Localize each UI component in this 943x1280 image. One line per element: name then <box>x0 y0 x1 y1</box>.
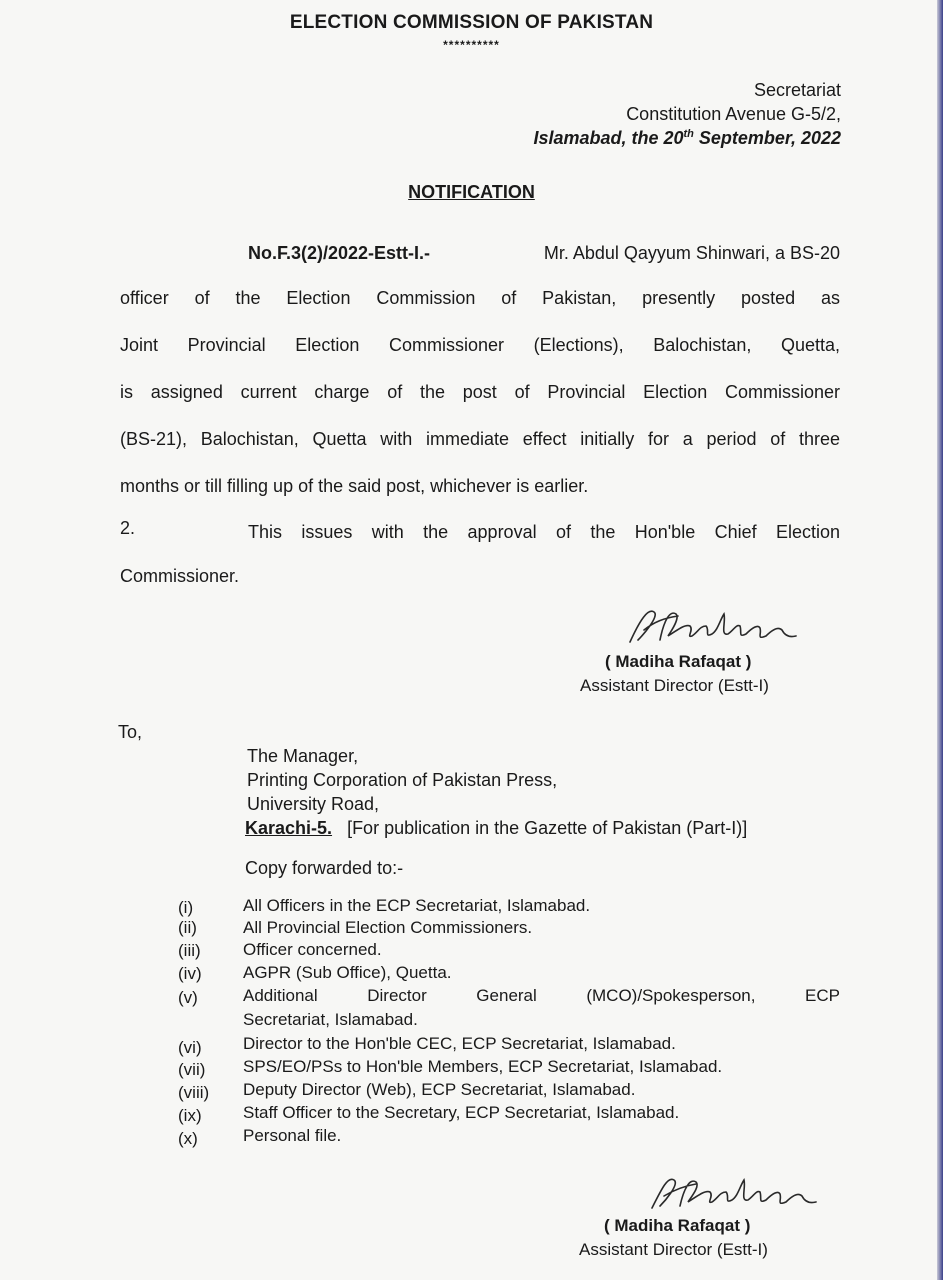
copy-item-num: (viii) <box>178 1083 210 1102</box>
recipient-line-3: University Road, <box>247 794 380 814</box>
header-stars: ********** <box>443 38 500 52</box>
reference-number: No.F.3(2)/2022-Estt-I.- <box>248 243 431 263</box>
recipient-line-4 <box>245 818 747 839</box>
recipient-line-1: The Manager, <box>247 746 359 766</box>
copy-heading: Copy forwarded to:- <box>245 858 404 878</box>
signatory-2-name: ( Madiha Rafaqat ) <box>604 1216 751 1235</box>
paragraph-2-line-2: Commissioner. <box>120 566 240 586</box>
address-line-1: Secretariat <box>753 80 841 100</box>
signatory-1-designation: Assistant Director (Estt-I) <box>580 676 769 695</box>
notification-line-3: Joint Provincial Election Commissioner (Elections), Balochistan, Quetta, <box>120 335 840 355</box>
notification-line-1: No.F.3(2)/2022-Estt-I.- Mr. Abdul Qayyum Shinwari, a BS-20 <box>248 243 840 263</box>
notification-line-5: (BS-21), Balochistan, Quetta with immediate effect initially for a period of three <box>120 429 840 449</box>
paragraph-2-line-1: This issues with the approval of the Hon'ble Chief Election <box>248 522 840 542</box>
copy-item-text: All Officers in the ECP Secretariat, Islamabad. <box>243 896 591 915</box>
publication-note: [For publication in the Gazette of Pakistan (Part-I)] <box>347 818 748 838</box>
notification-line-2: officer of the Election Commission of Pakistan, presently posted as <box>120 288 840 308</box>
signature-2-image <box>640 1168 830 1214</box>
copy-item-text: Staff Officer to the Secretary, ECP Secretariat, Islamabad. <box>243 1103 680 1122</box>
recipient-line-2: Printing Corporation of Pakistan Press, <box>247 770 558 790</box>
copy-item-text: Personal file. <box>243 1126 342 1145</box>
recipient-city: Karachi-5. <box>245 818 333 838</box>
copy-item-num: (vii) <box>178 1060 206 1079</box>
notification-heading: NOTIFICATION <box>408 182 535 202</box>
org-title: ELECTION COMMISSION OF PAKISTAN <box>289 12 654 33</box>
copy-item-num: (vi) <box>178 1038 202 1057</box>
copy-item-num: (ix) <box>178 1106 202 1125</box>
copy-item-num: (iv) <box>178 964 202 983</box>
signatory-1-name: ( Madiha Rafaqat ) <box>605 652 752 671</box>
copy-item-text: SPS/EO/PSs to Hon'ble Members, ECP Secretariat, Islamabad. <box>243 1057 723 1076</box>
copy-item-num: (ii) <box>178 918 197 937</box>
copy-item-text: AGPR (Sub Office), Quetta. <box>243 963 452 982</box>
copy-item-num: (iii) <box>178 941 201 960</box>
copy-item-text-continued: Secretariat, Islamabad. <box>243 1010 418 1029</box>
copy-item-num: (i) <box>178 898 194 917</box>
copy-item-num: (x) <box>178 1129 198 1148</box>
copy-item-text: All Provincial Election Commissioners. <box>243 918 533 937</box>
notification-line-4: is assigned current charge of the post of Provincial Election Commissioner <box>120 382 840 402</box>
copy-item-text: Director to the Hon'ble CEC, ECP Secretariat, Islamabad. <box>243 1034 676 1053</box>
paragraph-2-number: 2. <box>120 518 136 538</box>
address-line-2: Constitution Avenue G-5/2, <box>626 104 841 124</box>
issue-date: Islamabad, the 20th September, 2022 <box>533 128 841 148</box>
copy-item-text: Additional Director General (MCO)/Spokesperson, ECP <box>243 986 840 1005</box>
copy-item-text: Officer concerned. <box>243 940 382 959</box>
signature-1-image <box>620 600 820 650</box>
copy-item-num: (v) <box>178 988 198 1007</box>
to-label: To, <box>118 722 143 742</box>
copy-item-text: Deputy Director (Web), ECP Secretariat, Islamabad. <box>243 1080 636 1099</box>
signatory-2-designation: Assistant Director (Estt-I) <box>579 1240 768 1259</box>
notification-line-6: months or till filling up of the said post, whichever is earlier. <box>120 476 589 496</box>
